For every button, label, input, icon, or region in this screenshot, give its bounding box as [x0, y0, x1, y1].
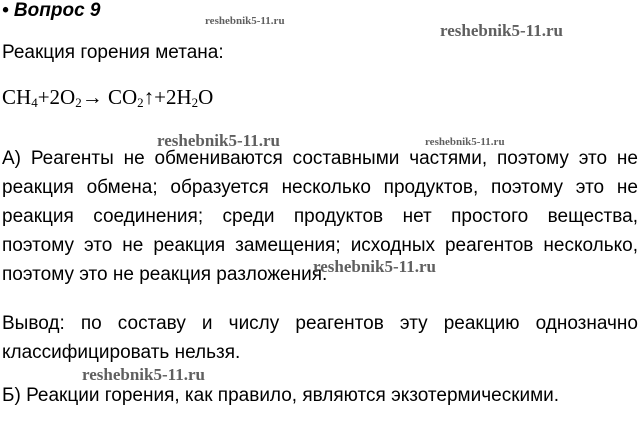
formula-subscript: 2 [137, 95, 144, 110]
watermark: reshebnik5-11.ru [82, 365, 205, 384]
paragraph-a-line: А) Реагенты не обмениваются составными частями, поэтому это не [2, 148, 638, 169]
paragraph-b: Б) Реакции горения, как правило, являются экзотермическими. [2, 385, 560, 406]
formula-part: O [198, 85, 214, 109]
reaction-arrow: → [81, 85, 103, 109]
paragraph-a-line: поэтому это не реакция замещения; исходных реагентов несколько, [2, 235, 638, 256]
formula-subscript: 4 [31, 95, 38, 110]
watermark: reshebnik5-11.ru [205, 15, 285, 27]
formula-part: CH [2, 85, 32, 109]
formula-subscript: 2 [191, 95, 199, 110]
formula-part: CO [102, 85, 138, 109]
question-title: • Вопрос 9 [2, 0, 101, 21]
reaction-equation [2, 86, 213, 114]
watermark: reshebnik5-11.ru [425, 136, 505, 148]
watermark: reshebnik5-11.ru [157, 131, 280, 150]
formula-subscript: 2 [75, 95, 82, 110]
paragraph-a-line: реакция соединения; среди продуктов нет простого вещества, [2, 206, 638, 227]
intro-text: Реакция горения метана: [2, 42, 224, 63]
conclusion-line: классифицировать нельзя. [2, 342, 241, 363]
formula-part: +2O [37, 85, 76, 109]
watermark: reshebnik5-11.ru [313, 257, 436, 276]
formula-part: ↑+2H [143, 85, 192, 109]
conclusion-line: Вывод: по составу и числу реагентов эту реакцию однозначно [2, 313, 638, 334]
paragraph-a-line: реакция обмена; образуется несколько продуктов, поэтому это не [2, 177, 638, 198]
watermark: reshebnik5-11.ru [440, 21, 563, 40]
paragraph-a-line: поэтому это не реакция разложения. [2, 264, 328, 285]
